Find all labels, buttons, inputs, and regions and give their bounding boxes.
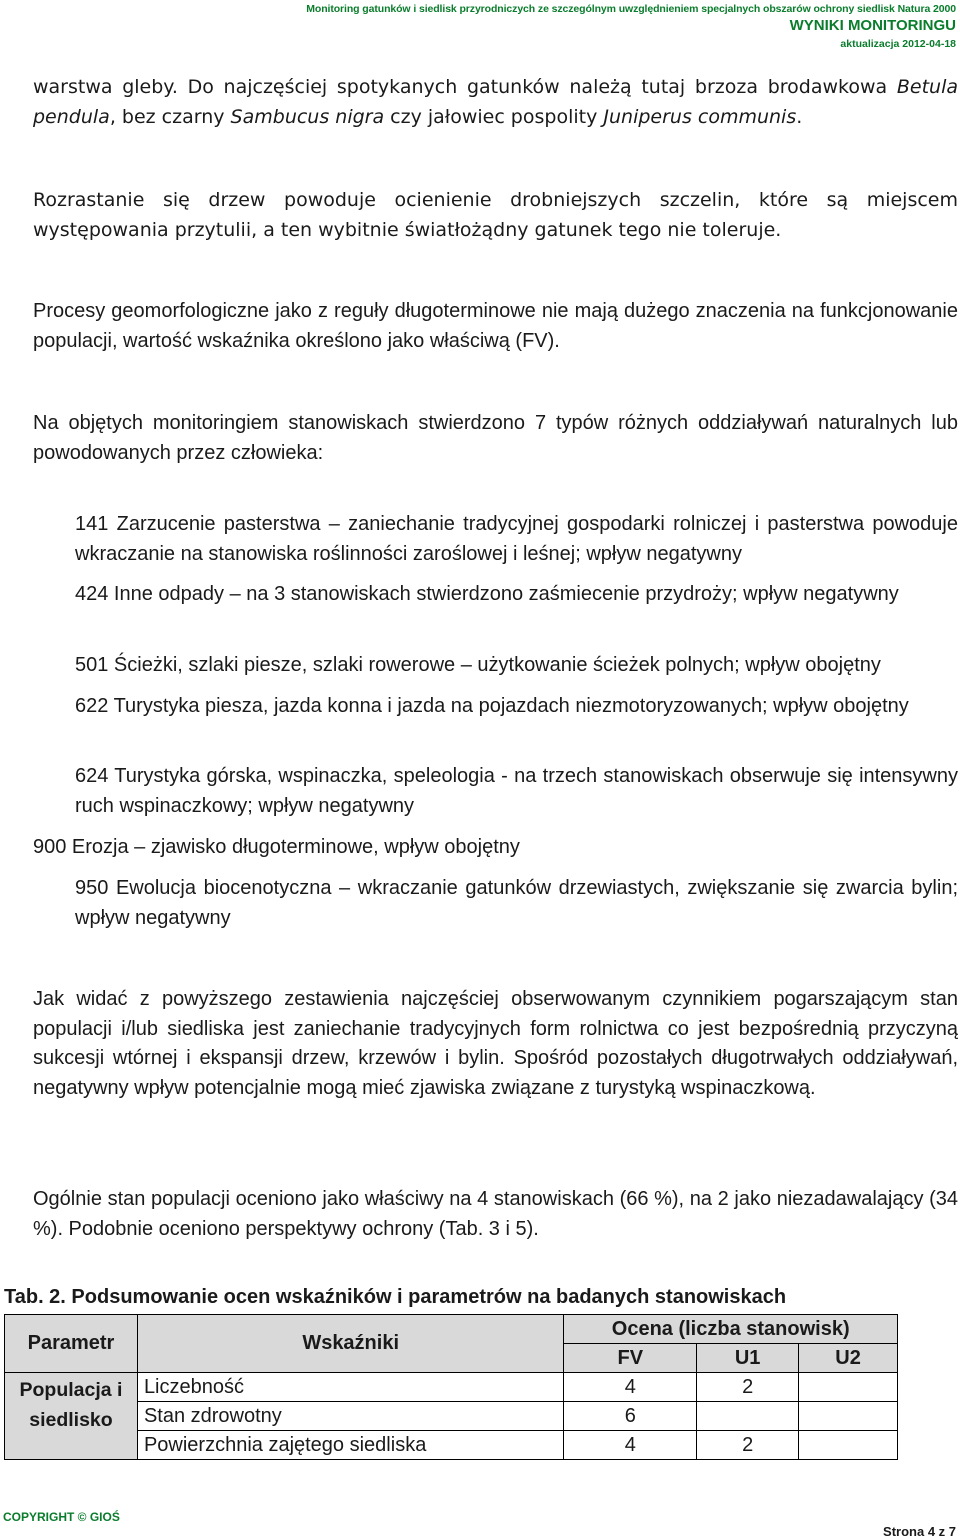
header-parameter: Parametr (5, 1315, 138, 1373)
paragraph-overall-state: Ogólnie stan populacji oceniono jako właściwy na 4 stanowiskach (66 %), na 2 jako niezadawalający (34 %). Podobnie oceniono perspektywy ochrony (Tab. 3 i 5). (33, 1188, 958, 1240)
impact-item: 424 Inne odpady – na 3 stanowiskach stwierdzono zaśmiecenie przydroży; wpływ negatywny (75, 583, 899, 605)
impact-item: 141 Zarzucenie pasterstwa – zaniechanie tradycyjnej gospodarki rolniczej i pasterstwa powoduje wkraczanie na stanowiska roślinności zaroślowej i leśnej; wpływ negatywny (75, 513, 958, 565)
impact-item: 624 Turystyka górska, wspinaczka, speleologia - na trzech stanowiskach obserwuje się intensywny ruch wspinaczkowy; wpływ negatywny (75, 765, 958, 817)
paragraph-tree-species: warstwa gleby. Do najczęściej spotykanych gatunków należą tutaj brzoza brodawkowa Betula pendula, bez czarny Sambucus nigra czy jałowiec pospolity Juniperus communis. (33, 76, 958, 128)
paragraph-shading: Rozrastanie się drzew powoduje ocienienie drobniejszych szczelin, które są miejscem występowania przytulii, a ten wybitnie światłożądny gatunek tego nie toleruje. (33, 189, 958, 241)
paragraph-summary: Jak widać z powyższego zestawienia najczęściej obserwowanym czynnikiem pogarszającym stan populacji i/lub siedliska jest zaniechanie tradycyjnych form rolnictwa co jest bezpośrednią przyczyną sukcesji wtórnej i ekspansji drzew, krzewów i bylin. Spośród pozostałych długotrwałych oddziaływań, negatywny wpływ potencjalnie mogą mieć zjawiska związane z turystyką wspinaczkową. (33, 988, 958, 1099)
table-row (5, 1431, 898, 1460)
row-fv: 4 (564, 1373, 697, 1402)
footer-copyright: COPYRIGHT © GIOŚ (3, 1510, 120, 1524)
row-name: Liczebność (137, 1373, 563, 1402)
header-rating: Ocena (liczba stanowisk) (564, 1315, 898, 1344)
table-row (5, 1373, 898, 1402)
footer-page-number: Strona 4 z 7 (883, 1524, 956, 1539)
header-section-title: WYNIKI MONITORINGU (789, 17, 956, 34)
impact-item: 950 Ewolucja biocenotyczna – wkraczanie gatunków drzewiastych, zwiększanie się zwarcia bylin; wpływ negatywny (75, 877, 958, 929)
row-fv: 6 (564, 1402, 697, 1431)
header-indicators: Wskaźniki (137, 1315, 563, 1373)
row-u1 (697, 1402, 799, 1431)
row-name: Powierzchnia zajętego siedliska (137, 1431, 563, 1460)
header-u1: U1 (697, 1344, 799, 1373)
header-project-title: Monitoring gatunków i siedlisk przyrodniczych ze szczególnym uwzględnieniem specjalnych obszarów ochrony siedlisk Natura 2000 (306, 3, 956, 15)
row-u1: 2 (697, 1431, 799, 1460)
paragraph-impacts-intro: Na objętych monitoringiem stanowiskach stwierdzono 7 typów różnych oddziaływań naturalnych lub powodowanych przez człowieka: (33, 412, 958, 464)
assessment-table (4, 1314, 898, 1460)
table-caption: Tab. 2. Podsumowanie ocen wskaźników i parametrów na badanych stanowiskach (4, 1286, 787, 1308)
header-u2: U2 (799, 1344, 898, 1373)
row-u2 (799, 1373, 898, 1402)
impact-item: 622 Turystyka piesza, jazda konna i jazda na pojazdach niezmotoryzowanych; wpływ obojętny (75, 695, 909, 717)
impact-item: 501 Ścieżki, szlaki piesze, szlaki rowerowe – użytkowanie ścieżek polnych; wpływ obojętny (75, 654, 881, 676)
table-row (5, 1402, 898, 1431)
impact-item: 900 Erozja – zjawisko długoterminowe, wpływ obojętny (33, 836, 520, 858)
group-label: Populacja i siedlisko (5, 1373, 138, 1460)
paragraph-geomorphology: Procesy geomorfologiczne jako z reguły długoterminowe nie mają dużego znaczenia na funkcjonowanie populacji, wartość wskaźnika określono jako właściwą (FV). (33, 300, 958, 352)
row-fv: 4 (564, 1431, 697, 1460)
header-fv: FV (564, 1344, 697, 1373)
row-u1: 2 (697, 1373, 799, 1402)
row-name: Stan zdrowotny (137, 1402, 563, 1431)
header-update-date: aktualizacja 2012-04-18 (840, 38, 956, 50)
row-u2 (799, 1431, 898, 1460)
row-u2 (799, 1402, 898, 1431)
